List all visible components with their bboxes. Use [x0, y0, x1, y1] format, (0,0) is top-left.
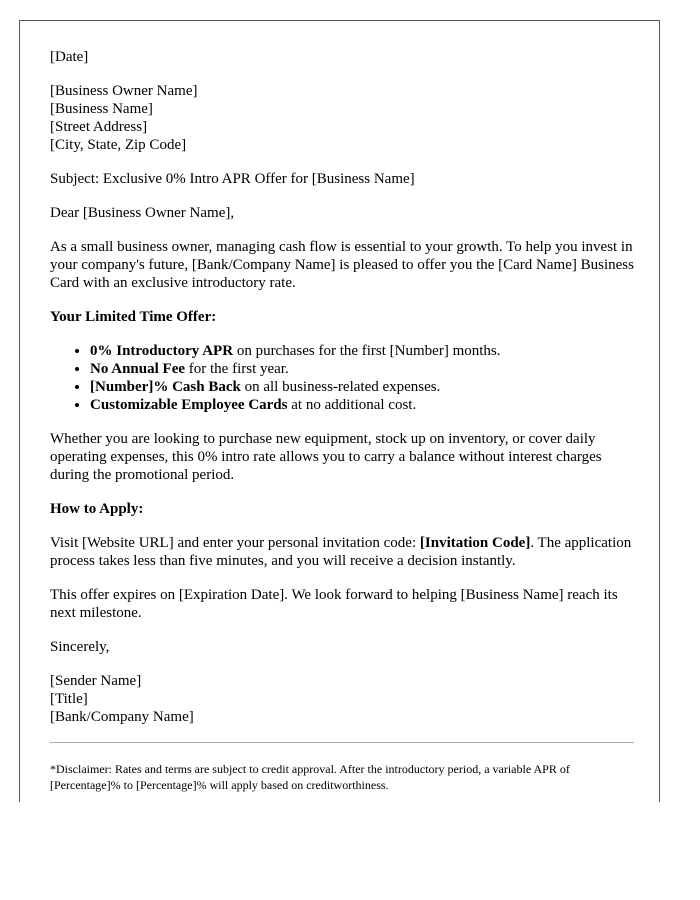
offer-item-text: for the first year.: [185, 361, 289, 377]
offer-item: [90, 396, 634, 414]
offer-item-text: at no additional cost.: [287, 397, 417, 413]
expiry-paragraph: This offer expires on [Expiration Date]. We look forward to helping [Business Name] reach its next milestone.: [50, 587, 618, 621]
recipient-address: [50, 82, 634, 154]
offer-item-text: on all business-related expenses.: [240, 379, 441, 395]
apply-text-before: Visit [Website URL] and enter your personal invitation code:: [50, 535, 420, 551]
letter-subject: Subject: Exclusive 0% Intro APR Offer for [Business Name]: [50, 171, 415, 187]
offer-item-bold: Customizable Employee Cards: [90, 397, 288, 413]
apply-paragraph: [50, 534, 634, 570]
offer-item: [90, 342, 634, 360]
sender-name: [Sender Name]: [50, 673, 142, 689]
offer-list: [50, 342, 634, 414]
recipient-city-line: [City, State, Zip Code]: [50, 137, 187, 153]
sender-title: [Title]: [50, 691, 88, 707]
letter-intro: As a small business owner, managing cash flow is essential to your growth. To help you invest in your company's future, [Bank/Company Name] is pleased to offer you the [Card Name] Business Card with an exclusive introductory rate.: [50, 239, 634, 291]
offer-heading: Your Limited Time Offer:: [50, 309, 217, 325]
offer-item: [90, 378, 634, 396]
letter-date: [Date]: [50, 49, 89, 65]
apply-heading: How to Apply:: [50, 501, 144, 517]
invitation-code: [Invitation Code]: [419, 535, 531, 551]
offer-item-text: on purchases for the first [Number] months.: [233, 343, 501, 359]
letter-salutation: Dear [Business Owner Name],: [50, 205, 235, 221]
recipient-business-name: [Business Name]: [50, 101, 153, 117]
letter-closing: Sincerely,: [50, 639, 110, 655]
signature-block: [50, 672, 634, 726]
apply-text-after: . The application process takes less than five minutes, and you will receive a decision instantly.: [50, 535, 632, 569]
disclaimer-divider: [50, 742, 634, 743]
offer-item: [90, 360, 634, 378]
sender-company: [Bank/Company Name]: [50, 709, 194, 725]
offer-item-bold: No Annual Fee: [90, 361, 186, 377]
offer-item-bold: 0% Introductory APR: [90, 343, 234, 359]
letter-page: [19, 20, 660, 802]
offer-item-bold: [Number]% Cash Back: [90, 379, 241, 395]
letter-content: [50, 48, 634, 793]
disclaimer-text: *Disclaimer: Rates and terms are subject to credit approval. After the introductory period, a variable APR of [Percentage]% to [Percentage]% will apply based on creditworthiness.: [50, 762, 570, 792]
recipient-street: [Street Address]: [50, 119, 148, 135]
recipient-owner-name: [Business Owner Name]: [50, 83, 198, 99]
body-paragraph: Whether you are looking to purchase new equipment, stock up on inventory, or cover daily operating expenses, this 0% intro rate allows you to carry a balance without interest charges during the promotional period.: [50, 431, 602, 483]
